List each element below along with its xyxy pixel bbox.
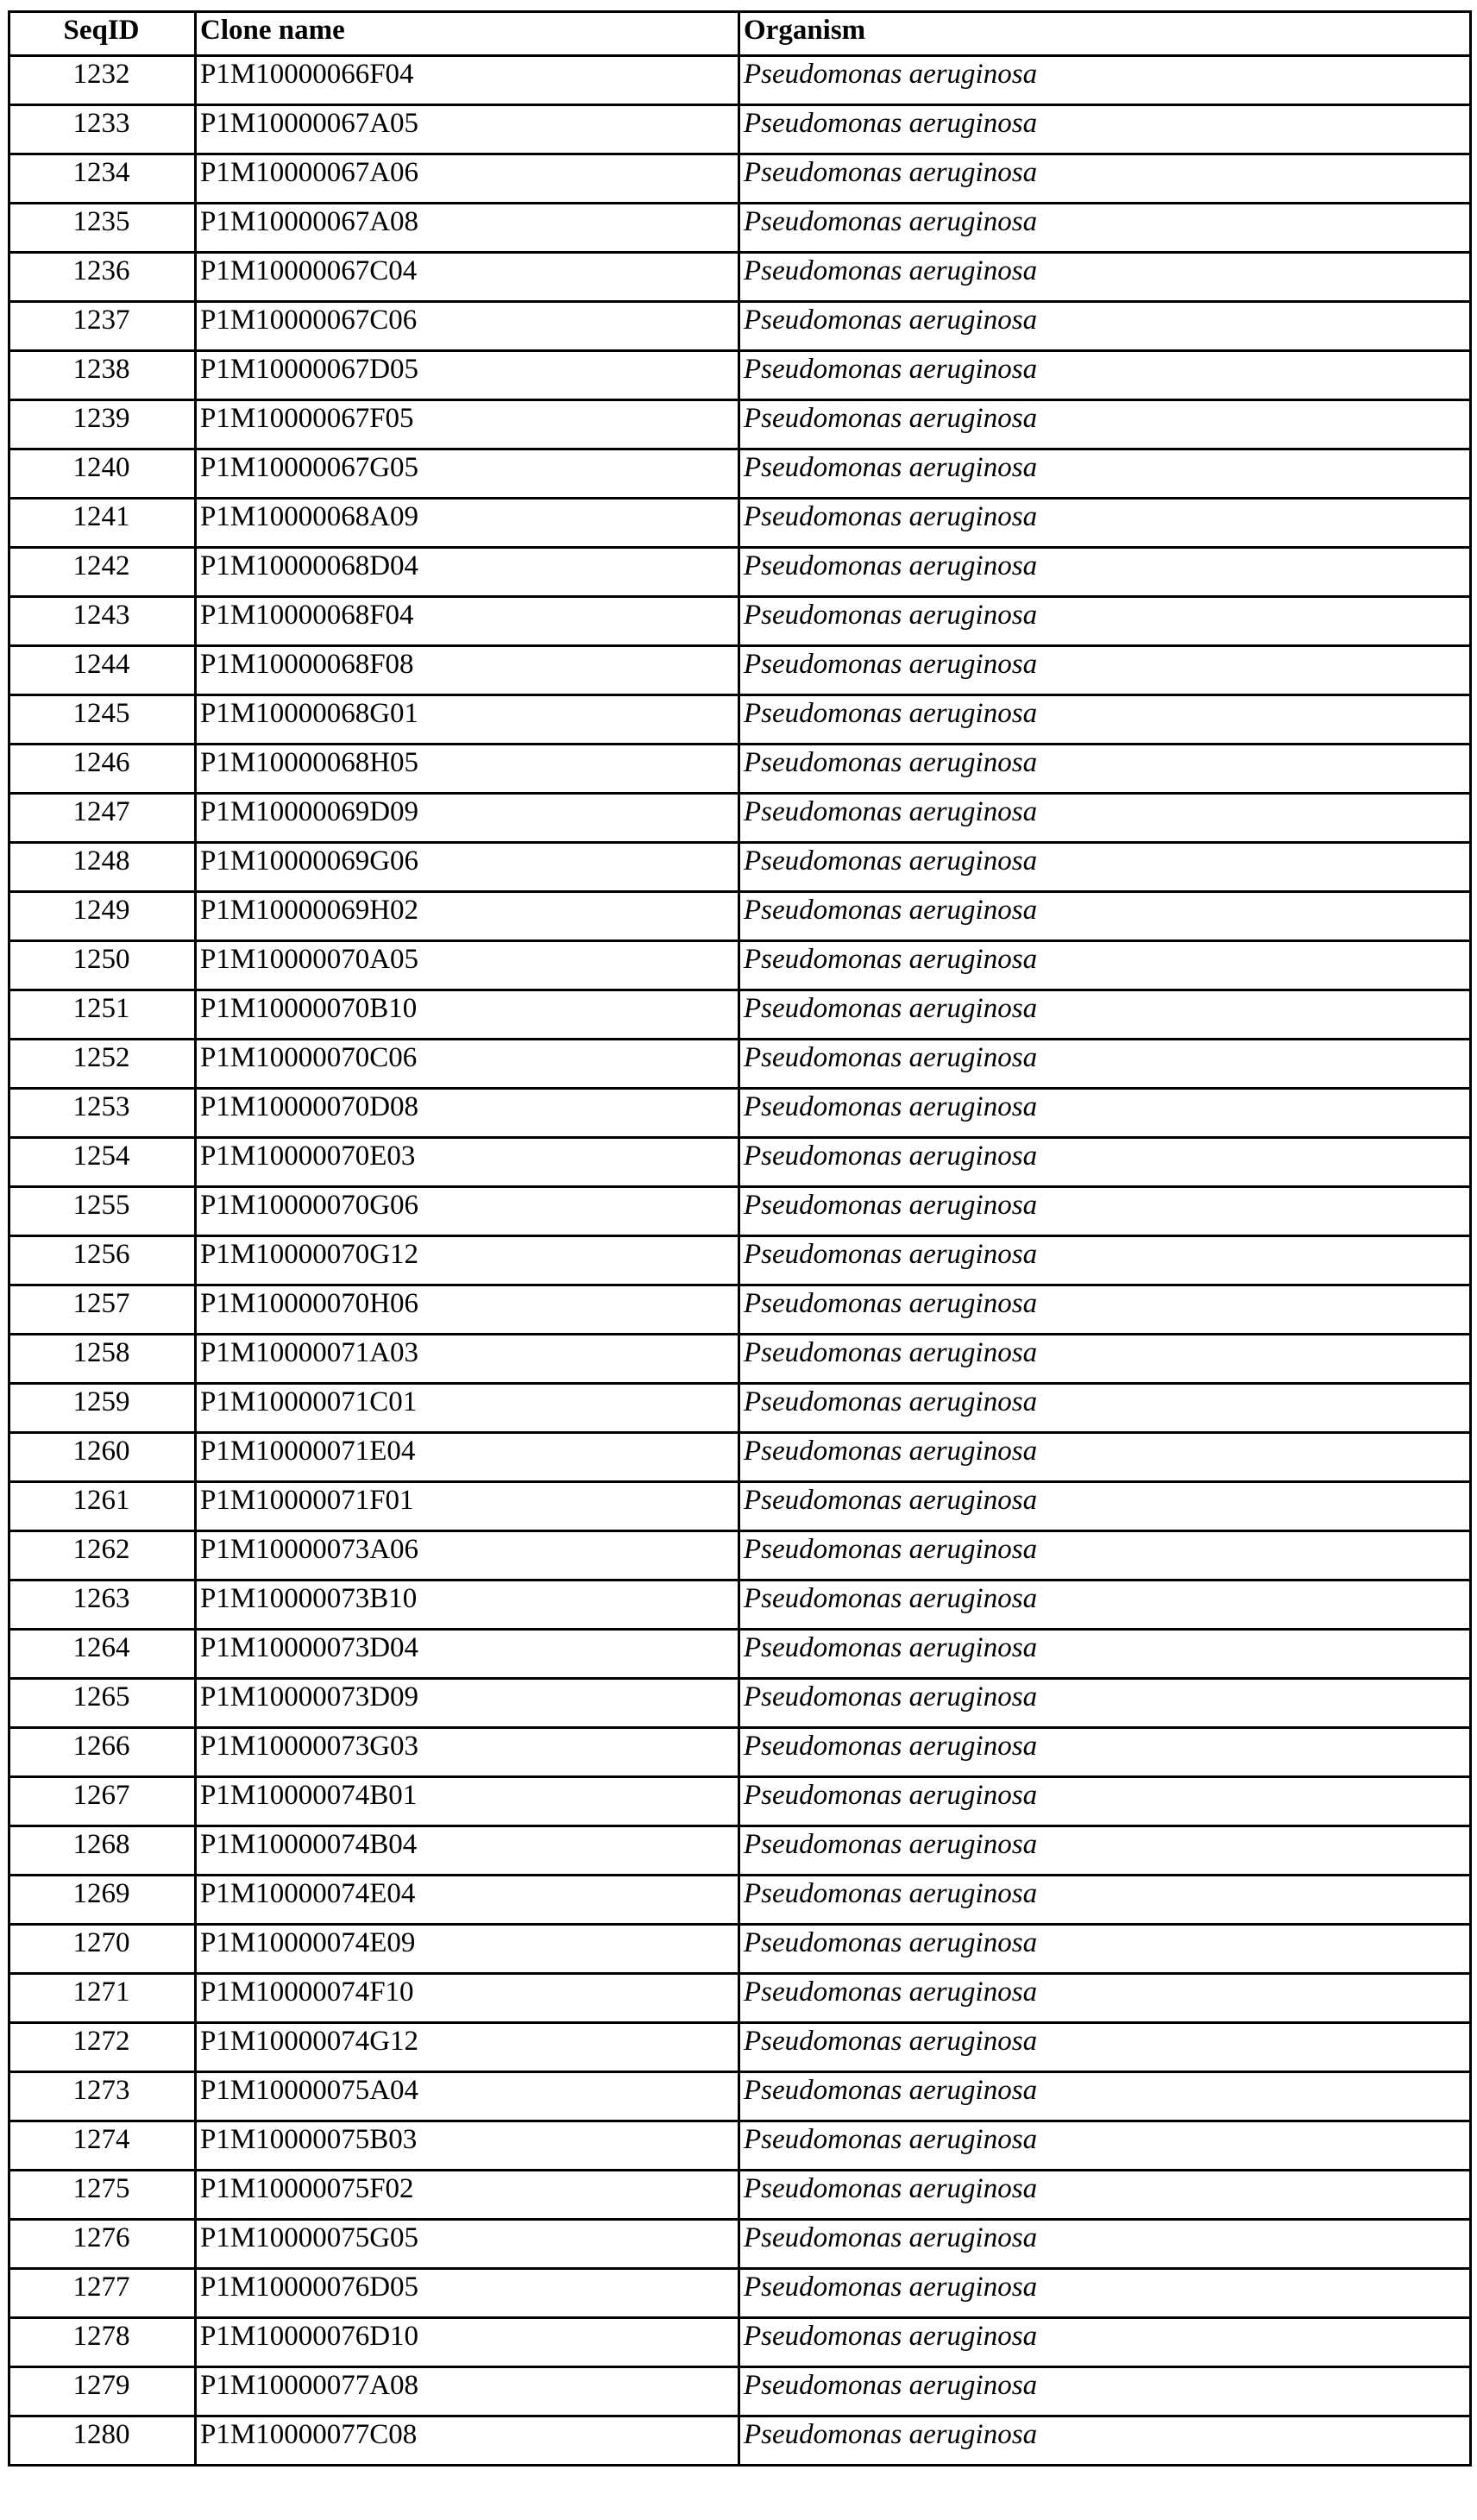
organism-cell: Pseudomonas aeruginosa (739, 990, 1471, 1040)
organism-cell: Pseudomonas aeruginosa (739, 1630, 1471, 1679)
clone-name-cell: P1M10000076D05 (196, 2269, 739, 2318)
seqid-cell: 1274 (9, 2121, 196, 2171)
clone-name-cell: P1M10000067A05 (196, 105, 739, 154)
clone-table (8, 10, 1472, 2467)
clone-name-cell: P1M10000067A08 (196, 204, 739, 253)
organism-cell: Pseudomonas aeruginosa (739, 1531, 1471, 1580)
organism-cell: Pseudomonas aeruginosa (739, 1482, 1471, 1531)
table-row (9, 2072, 1471, 2121)
organism-cell: Pseudomonas aeruginosa (739, 1384, 1471, 1433)
clone-name-cell: P1M10000073D04 (196, 1630, 739, 1679)
table-row (9, 990, 1471, 1040)
table-row (9, 56, 1471, 105)
table-row (9, 302, 1471, 351)
seqid-cell: 1241 (9, 499, 196, 548)
organism-cell: Pseudomonas aeruginosa (739, 843, 1471, 892)
clone-name-cell: P1M10000076D10 (196, 2318, 739, 2367)
seqid-cell: 1234 (9, 154, 196, 204)
table-row (9, 597, 1471, 646)
table-row (9, 2367, 1471, 2416)
clone-name-cell: P1M10000073A06 (196, 1531, 739, 1580)
organism-cell: Pseudomonas aeruginosa (739, 1728, 1471, 1777)
organism-cell: Pseudomonas aeruginosa (739, 105, 1471, 154)
clone-name-cell: P1M10000067A06 (196, 154, 739, 204)
organism-cell: Pseudomonas aeruginosa (739, 1236, 1471, 1285)
table-header-row (9, 12, 1471, 56)
table-row (9, 646, 1471, 695)
seqid-cell: 1265 (9, 1679, 196, 1728)
seqid-cell: 1235 (9, 204, 196, 253)
seqid-cell: 1248 (9, 843, 196, 892)
seqid-cell: 1255 (9, 1187, 196, 1236)
header-seqid: SeqID (9, 12, 196, 56)
table-row (9, 351, 1471, 400)
organism-cell: Pseudomonas aeruginosa (739, 2416, 1471, 2466)
clone-name-cell: P1M10000071F01 (196, 1482, 739, 1531)
clone-name-cell: P1M10000067G05 (196, 449, 739, 499)
seqid-cell: 1267 (9, 1777, 196, 1826)
seqid-cell: 1260 (9, 1433, 196, 1482)
seqid-cell: 1239 (9, 400, 196, 449)
clone-name-cell: P1M10000075A04 (196, 2072, 739, 2121)
table-row (9, 1482, 1471, 1531)
seqid-cell: 1262 (9, 1531, 196, 1580)
seqid-cell: 1273 (9, 2072, 196, 2121)
clone-name-cell: P1M10000077A08 (196, 2367, 739, 2416)
seqid-cell: 1238 (9, 351, 196, 400)
table-row (9, 794, 1471, 843)
table-row (9, 253, 1471, 302)
clone-name-cell: P1M10000074G12 (196, 2023, 739, 2072)
clone-name-cell: P1M10000068F08 (196, 646, 739, 695)
organism-cell: Pseudomonas aeruginosa (739, 1580, 1471, 1630)
table-row (9, 1089, 1471, 1138)
clone-name-cell: P1M10000067F05 (196, 400, 739, 449)
seqid-cell: 1244 (9, 646, 196, 695)
seqid-cell: 1250 (9, 941, 196, 990)
clone-name-cell: P1M10000075F02 (196, 2171, 739, 2220)
table-row (9, 2171, 1471, 2220)
table-row (9, 1040, 1471, 1089)
organism-cell: Pseudomonas aeruginosa (739, 1089, 1471, 1138)
organism-cell: Pseudomonas aeruginosa (739, 1187, 1471, 1236)
clone-name-cell: P1M10000073G03 (196, 1728, 739, 1777)
organism-cell: Pseudomonas aeruginosa (739, 204, 1471, 253)
organism-cell: Pseudomonas aeruginosa (739, 745, 1471, 794)
organism-cell: Pseudomonas aeruginosa (739, 597, 1471, 646)
seqid-cell: 1263 (9, 1580, 196, 1630)
clone-name-cell: P1M10000071A03 (196, 1335, 739, 1384)
clone-name-cell: P1M10000067C06 (196, 302, 739, 351)
organism-cell: Pseudomonas aeruginosa (739, 2171, 1471, 2220)
clone-name-cell: P1M10000070D08 (196, 1089, 739, 1138)
clone-name-cell: P1M10000069G06 (196, 843, 739, 892)
organism-cell: Pseudomonas aeruginosa (739, 2269, 1471, 2318)
table-row (9, 400, 1471, 449)
table-row (9, 1531, 1471, 1580)
table-row (9, 204, 1471, 253)
table-row (9, 1384, 1471, 1433)
seqid-cell: 1246 (9, 745, 196, 794)
header-clone-name: Clone name (196, 12, 739, 56)
table-row (9, 695, 1471, 745)
clone-name-cell: P1M10000070E03 (196, 1138, 739, 1187)
clone-name-cell: P1M10000070H06 (196, 1285, 739, 1335)
organism-cell: Pseudomonas aeruginosa (739, 1335, 1471, 1384)
seqid-cell: 1252 (9, 1040, 196, 1089)
seqid-cell: 1278 (9, 2318, 196, 2367)
header-organism: Organism (739, 12, 1471, 56)
table-row (9, 2269, 1471, 2318)
organism-cell: Pseudomonas aeruginosa (739, 1040, 1471, 1089)
table-row (9, 1826, 1471, 1876)
table-row (9, 745, 1471, 794)
organism-cell: Pseudomonas aeruginosa (739, 2023, 1471, 2072)
organism-cell: Pseudomonas aeruginosa (739, 695, 1471, 745)
organism-cell: Pseudomonas aeruginosa (739, 941, 1471, 990)
seqid-cell: 1279 (9, 2367, 196, 2416)
table-row (9, 1925, 1471, 1974)
table-row (9, 2121, 1471, 2171)
organism-cell: Pseudomonas aeruginosa (739, 646, 1471, 695)
seqid-cell: 1249 (9, 892, 196, 941)
table-row (9, 1974, 1471, 2023)
seqid-cell: 1280 (9, 2416, 196, 2466)
clone-name-cell: P1M10000074B01 (196, 1777, 739, 1826)
clone-name-cell: P1M10000074E09 (196, 1925, 739, 1974)
clone-name-cell: P1M10000069D09 (196, 794, 739, 843)
seqid-cell: 1259 (9, 1384, 196, 1433)
organism-cell: Pseudomonas aeruginosa (739, 449, 1471, 499)
table-row (9, 154, 1471, 204)
table-row (9, 941, 1471, 990)
seqid-cell: 1268 (9, 1826, 196, 1876)
seqid-cell: 1264 (9, 1630, 196, 1679)
seqid-cell: 1258 (9, 1335, 196, 1384)
organism-cell: Pseudomonas aeruginosa (739, 499, 1471, 548)
seqid-cell: 1275 (9, 2171, 196, 2220)
organism-cell: Pseudomonas aeruginosa (739, 1285, 1471, 1335)
clone-name-cell: P1M10000068H05 (196, 745, 739, 794)
organism-cell: Pseudomonas aeruginosa (739, 154, 1471, 204)
seqid-cell: 1251 (9, 990, 196, 1040)
table-row (9, 105, 1471, 154)
table-row (9, 843, 1471, 892)
organism-cell: Pseudomonas aeruginosa (739, 1679, 1471, 1728)
organism-cell: Pseudomonas aeruginosa (739, 1974, 1471, 2023)
clone-name-cell: P1M10000067C04 (196, 253, 739, 302)
organism-cell: Pseudomonas aeruginosa (739, 1777, 1471, 1826)
table-row (9, 1679, 1471, 1728)
clone-name-cell: P1M10000070C06 (196, 1040, 739, 1089)
seqid-cell: 1257 (9, 1285, 196, 1335)
table-row (9, 2416, 1471, 2466)
seqid-cell: 1276 (9, 2220, 196, 2269)
seqid-cell: 1247 (9, 794, 196, 843)
seqid-cell: 1236 (9, 253, 196, 302)
table-row (9, 1236, 1471, 1285)
seqid-cell: 1240 (9, 449, 196, 499)
table-row (9, 1138, 1471, 1187)
table-row (9, 499, 1471, 548)
seqid-cell: 1232 (9, 56, 196, 105)
organism-cell: Pseudomonas aeruginosa (739, 2072, 1471, 2121)
table-row (9, 1580, 1471, 1630)
seqid-cell: 1233 (9, 105, 196, 154)
table-row (9, 1777, 1471, 1826)
table-row (9, 892, 1471, 941)
seqid-cell: 1256 (9, 1236, 196, 1285)
seqid-cell: 1253 (9, 1089, 196, 1138)
table-row (9, 2220, 1471, 2269)
seqid-cell: 1245 (9, 695, 196, 745)
clone-name-cell: P1M10000071E04 (196, 1433, 739, 1482)
seqid-cell: 1243 (9, 597, 196, 646)
organism-cell: Pseudomonas aeruginosa (739, 2220, 1471, 2269)
organism-cell: Pseudomonas aeruginosa (739, 253, 1471, 302)
seqid-cell: 1269 (9, 1876, 196, 1925)
clone-name-cell: P1M10000075G05 (196, 2220, 739, 2269)
clone-name-cell: P1M10000070B10 (196, 990, 739, 1040)
organism-cell: Pseudomonas aeruginosa (739, 2121, 1471, 2171)
table-row (9, 1285, 1471, 1335)
organism-cell: Pseudomonas aeruginosa (739, 1925, 1471, 1974)
clone-name-cell: P1M10000071C01 (196, 1384, 739, 1433)
clone-name-cell: P1M10000073B10 (196, 1580, 739, 1630)
clone-name-cell: P1M10000066F04 (196, 56, 739, 105)
table-row (9, 548, 1471, 597)
organism-cell: Pseudomonas aeruginosa (739, 2318, 1471, 2367)
clone-name-cell: P1M10000074F10 (196, 1974, 739, 2023)
organism-cell: Pseudomonas aeruginosa (739, 56, 1471, 105)
organism-cell: Pseudomonas aeruginosa (739, 892, 1471, 941)
organism-cell: Pseudomonas aeruginosa (739, 2367, 1471, 2416)
table-row (9, 1335, 1471, 1384)
organism-cell: Pseudomonas aeruginosa (739, 794, 1471, 843)
table-row (9, 2318, 1471, 2367)
seqid-cell: 1277 (9, 2269, 196, 2318)
organism-cell: Pseudomonas aeruginosa (739, 400, 1471, 449)
organism-cell: Pseudomonas aeruginosa (739, 302, 1471, 351)
clone-name-cell: P1M10000070A05 (196, 941, 739, 990)
table-row (9, 1876, 1471, 1925)
organism-cell: Pseudomonas aeruginosa (739, 1826, 1471, 1876)
clone-name-cell: P1M10000075B03 (196, 2121, 739, 2171)
table-row (9, 1433, 1471, 1482)
clone-name-cell: P1M10000067D05 (196, 351, 739, 400)
table-row (9, 1630, 1471, 1679)
clone-name-cell: P1M10000068A09 (196, 499, 739, 548)
seqid-cell: 1271 (9, 1974, 196, 2023)
clone-name-cell: P1M10000077C08 (196, 2416, 739, 2466)
seqid-cell: 1266 (9, 1728, 196, 1777)
table-row (9, 449, 1471, 499)
organism-cell: Pseudomonas aeruginosa (739, 1876, 1471, 1925)
clone-name-cell: P1M10000074E04 (196, 1876, 739, 1925)
seqid-cell: 1254 (9, 1138, 196, 1187)
clone-name-cell: P1M10000068F04 (196, 597, 739, 646)
organism-cell: Pseudomonas aeruginosa (739, 351, 1471, 400)
table-row (9, 1187, 1471, 1236)
clone-name-cell: P1M10000068G01 (196, 695, 739, 745)
organism-cell: Pseudomonas aeruginosa (739, 1433, 1471, 1482)
seqid-cell: 1242 (9, 548, 196, 597)
table-row (9, 1728, 1471, 1777)
table-row (9, 2023, 1471, 2072)
clone-name-cell: P1M10000070G12 (196, 1236, 739, 1285)
seqid-cell: 1272 (9, 2023, 196, 2072)
table-body (9, 56, 1471, 2466)
seqid-cell: 1237 (9, 302, 196, 351)
clone-name-cell: P1M10000073D09 (196, 1679, 739, 1728)
clone-name-cell: P1M10000068D04 (196, 548, 739, 597)
clone-name-cell: P1M10000069H02 (196, 892, 739, 941)
seqid-cell: 1261 (9, 1482, 196, 1531)
clone-name-cell: P1M10000070G06 (196, 1187, 739, 1236)
clone-name-cell: P1M10000074B04 (196, 1826, 739, 1876)
organism-cell: Pseudomonas aeruginosa (739, 548, 1471, 597)
seqid-cell: 1270 (9, 1925, 196, 1974)
organism-cell: Pseudomonas aeruginosa (739, 1138, 1471, 1187)
